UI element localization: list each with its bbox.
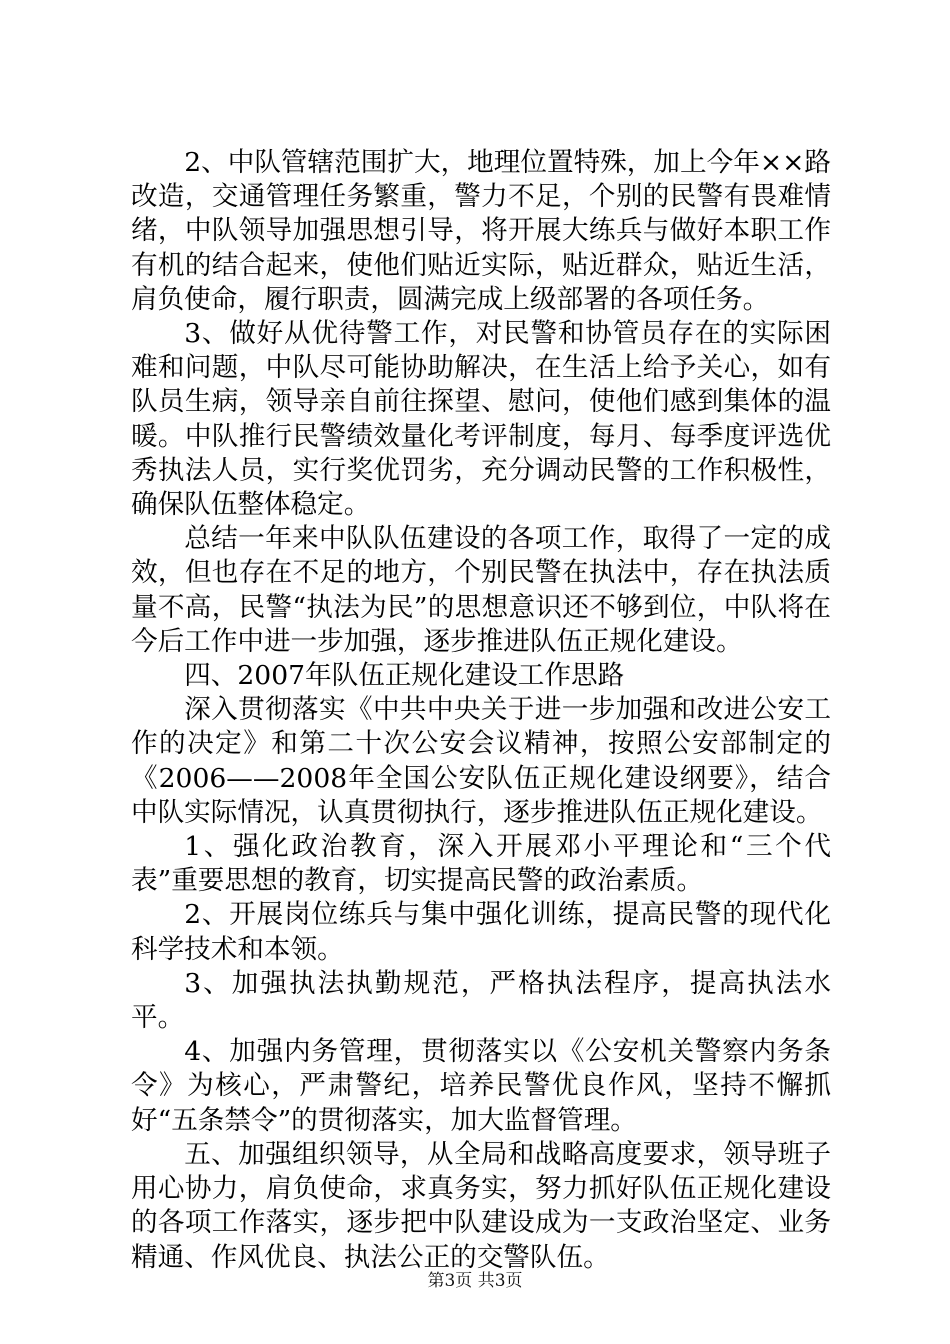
paragraph-item-3: 3、做好从优待警工作，对民警和协管员存在的实际困难和问题，中队尽可能协助解决，在生活上给予关心，如有队员生病，领导亲自前往探望、慰问，使他们感到集体的温暖。中队推行民警绩效量化考评制度，每月、每季度评选优秀执法人员，实行奖优罚劣，充分调动民警的工作积极性，确保队伍整体稳定。 <box>131 318 831 521</box>
paragraph-point-4: 4、加强内务管理，贯彻落实以《公安机关警察内务条令》为核心，严肃警纪，培养民警优良作风，坚持不懈抓好“五条禁令”的贯彻落实，加大监督管理。 <box>131 1036 831 1136</box>
page-number: 第3页 <box>427 1271 473 1291</box>
paragraph-point-2: 2、开展岗位练兵与集中强化训练，提高民警的现代化科学技术和本领。 <box>131 899 831 965</box>
page-total: 共3页 <box>477 1271 523 1291</box>
paragraph-section-4-intro: 深入贯彻落实《中共中央关于进一步加强和改进公安工作的决定》和第二十次公安会议精神，按照公安部制定的《2006——2008年全国公安队伍正规化建设纲要》，结合中队实际情况，认真贯彻执行，逐步推进队伍正规化建设。 <box>131 694 831 828</box>
paragraph-summary: 总结一年来中队队伍建设的各项工作，取得了一定的成效，但也存在不足的地方，个别民警在执法中，存在执法质量不高，民警“执法为民”的思想意识还不够到位，中队将在今后工作中进一步加强，逐步推进队伍正规化建设。 <box>131 523 831 657</box>
section-heading-4: 四、2007年队伍正规化建设工作思路 <box>184 660 625 692</box>
paragraph-point-1: 1、强化政治教育，深入开展邓小平理论和“三个代表”重要思想的教育，切实提高民警的政治素质。 <box>131 831 831 897</box>
document-body <box>131 146 831 1275</box>
paragraph-point-3: 3、加强执法执勤规范，严格执法程序，提高执法水平。 <box>131 967 831 1034</box>
paragraph-item-2: 2、中队管辖范围扩大，地理位置特殊，加上今年××路改造，交通管理任务繁重，警力不足，个别的民警有畏难情绪，中队领导加强思想引导，将开展大练兵与做好本职工作有机的结合起来，使他们贴近实际，贴近群众，贴近生活，肩负使命，履行职责，圆满完成上级部署的各项任务。 <box>131 147 831 315</box>
page-footer <box>0 1270 950 1292</box>
paragraph-section-5: 五、加强组织领导，从全局和战略高度要求，领导班子用心协力，肩负使命，求真务实，努力抓好队伍正规化建设的各项工作落实，逐步把中队建设成为一支政治坚定、业务精通、作风优良、执法公正的交警队伍。 <box>131 1138 831 1273</box>
